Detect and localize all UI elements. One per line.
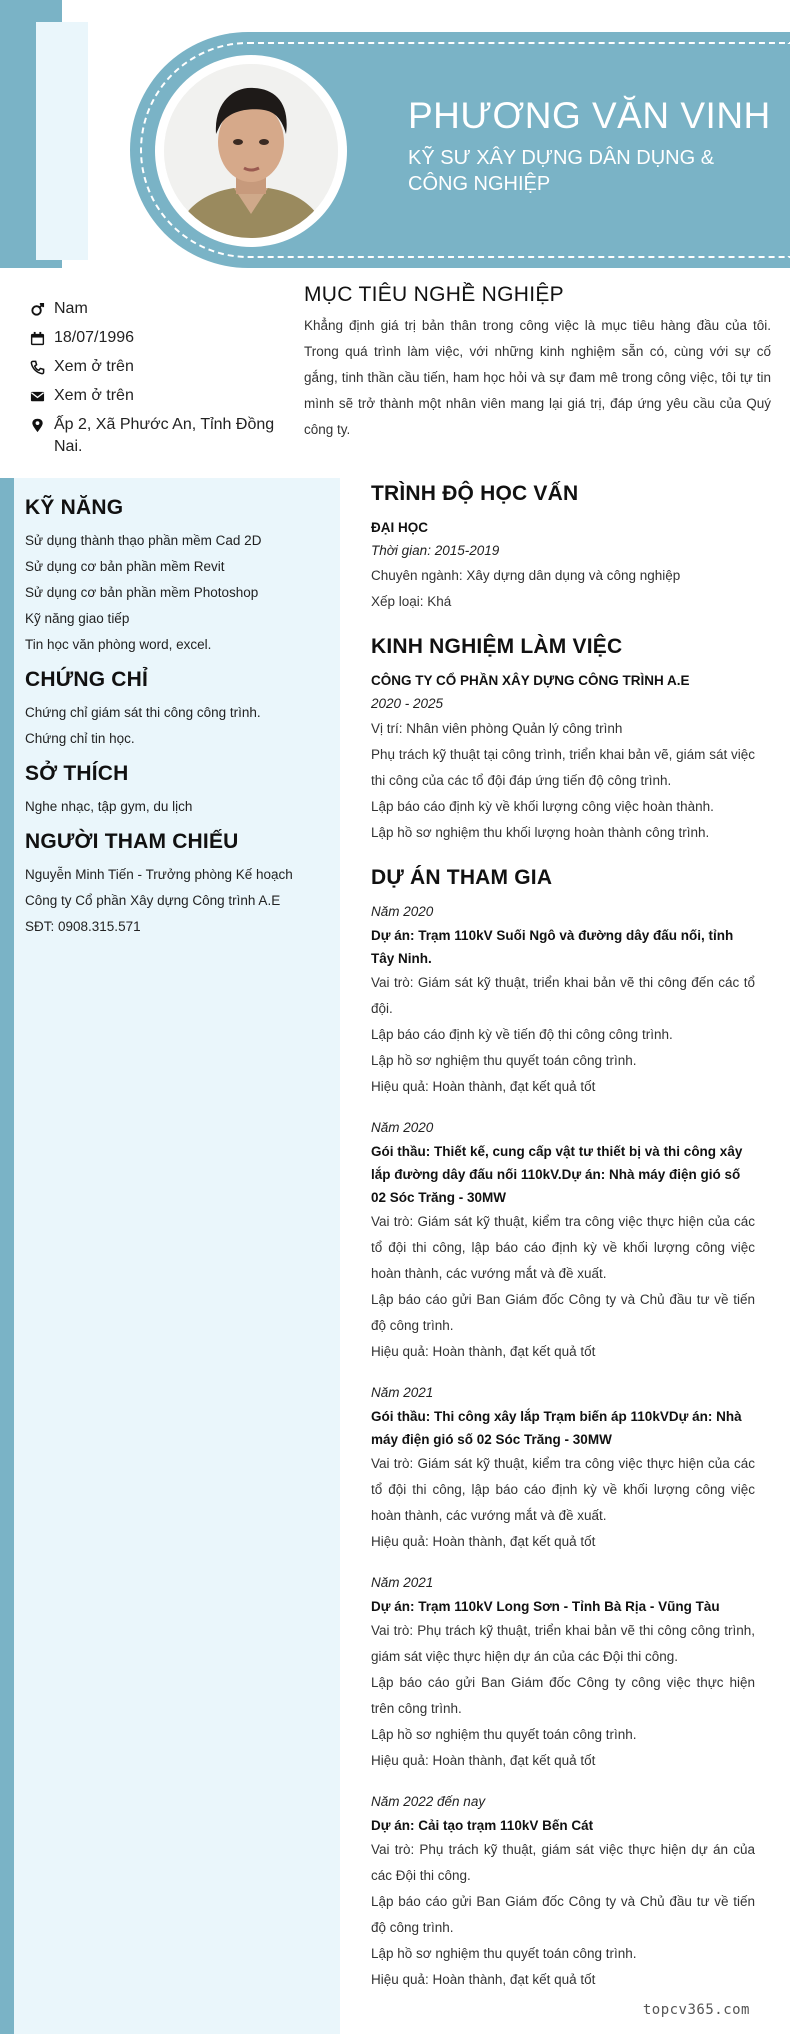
project-line: Vai trò: Phụ trách kỹ thuật, triển khai bản vẽ thi công công trình, giám sát việc thực hiện dự án của các Đội thi công. xyxy=(371,1623,755,1664)
references-section xyxy=(25,830,325,940)
project-line: Vai trò: Giám sát kỹ thuật, triển khai bản vẽ thi công đến các tổ đội. xyxy=(371,975,755,1016)
contact-info xyxy=(30,298,280,465)
reference-item: Công ty Cổ phần Xây dựng Công trình A.E xyxy=(25,893,281,908)
experience-section xyxy=(371,635,755,846)
project-item xyxy=(371,1381,755,1555)
contact-address-text: Ấp 2, Xã Phước An, Tỉnh Đồng Nai. xyxy=(54,416,275,455)
experience-company: CÔNG TY CỔ PHẦN XÂY DỰNG CÔNG TRÌNH A.E xyxy=(371,673,690,688)
contact-phone-text: Xem ở trên xyxy=(54,358,134,375)
sidebar-accent-bar xyxy=(0,478,14,2034)
project-line: Vai trò: Phụ trách kỹ thuật, giám sát việc thực hiện dự án của các Đội thi công. xyxy=(371,1842,755,1883)
project-item xyxy=(371,1571,755,1774)
calendar-icon xyxy=(30,327,54,349)
experience-line: Vị trí: Nhân viên phòng Quản lý công trình xyxy=(371,721,623,736)
project-name: Gói thầu: Thi công xây lắp Trạm biến áp 110kVDự án: Nhà máy điện gió số 02 Sóc Trăng - 30MW xyxy=(371,1409,742,1447)
objective-text: Khẳng định giá trị bản thân trong công việc là mục tiêu hàng đầu của tôi. Trong quá trình làm việc, với những kinh nghiệm sẵn có, cùng với sự cố gắng, tinh thần cầu tiến, ham học hỏi và sự đam mê trong công việc, tôi tự tin mình sẽ trở thành một nhân viên mang lại giá trị, đáp ứng yêu cầu của Quý công ty. xyxy=(304,318,771,437)
reference-item: SĐT: 0908.315.571 xyxy=(25,919,141,934)
location-pin-icon xyxy=(30,414,54,436)
project-line: Hiệu quả: Hoàn thành, đạt kết quả tốt xyxy=(371,1753,596,1768)
objective-title: MỤC TIÊU NGHỀ NGHIỆP xyxy=(304,283,564,306)
sidebar-content xyxy=(25,496,325,950)
experience-line: Lập báo cáo định kỳ về khối lượng công việc hoàn thành. xyxy=(371,799,714,814)
contact-email-text: Xem ở trên xyxy=(54,387,134,404)
skill-item: Sử dụng cơ bản phần mềm Revit xyxy=(25,559,225,574)
portrait-image xyxy=(164,64,338,238)
project-line: Lập hồ sơ nghiệm thu quyết toán công trình. xyxy=(371,1946,637,1961)
education-school: ĐẠI HỌC xyxy=(371,520,428,535)
project-line: Hiệu quả: Hoàn thành, đạt kết quả tốt xyxy=(371,1972,596,1987)
experience-title: KINH NGHIỆM LÀM VIỆC xyxy=(371,635,623,658)
skills-section xyxy=(25,496,325,658)
hobbies-section xyxy=(25,762,325,820)
projects-title: DỰ ÁN THAM GIA xyxy=(371,866,553,889)
project-line: Vai trò: Giám sát kỹ thuật, kiểm tra công việc thực hiện của các tổ đội thi công, lập báo cáo định kỳ về khối lượng công việc hoàn thành, các vướng mắt và đề xuất. xyxy=(371,1456,755,1523)
project-year: Năm 2021 xyxy=(371,1575,434,1590)
candidate-name: PHƯƠNG VĂN VINH xyxy=(408,95,771,136)
education-major: Chuyên ngành: Xây dựng dân dụng và công nghiệp xyxy=(371,568,681,583)
skill-item: Tin học văn phòng word, excel. xyxy=(25,637,212,652)
project-line: Hiệu quả: Hoàn thành, đạt kết quả tốt xyxy=(371,1344,596,1359)
project-year: Năm 2020 xyxy=(371,904,434,919)
project-item xyxy=(371,900,755,1100)
skill-item: Sử dụng thành thạo phần mềm Cad 2D xyxy=(25,533,262,548)
experience-period: 2020 - 2025 xyxy=(371,696,444,711)
contact-phone[interactable] xyxy=(30,356,280,378)
skill-item: Sử dụng cơ bản phần mềm Photoshop xyxy=(25,585,259,600)
references-title: NGƯỜI THAM CHIẾU xyxy=(25,830,239,853)
certificate-item: Chứng chỉ tin học. xyxy=(25,731,135,746)
project-name: Dự án: Trạm 110kV Suối Ngô và đường dây đấu nối, tỉnh Tây Ninh. xyxy=(371,928,734,966)
certificates-section xyxy=(25,668,325,752)
project-line: Lập báo cáo gửi Ban Giám đốc Công ty công việc thực hiện trên công trình. xyxy=(371,1675,755,1716)
main-content xyxy=(371,478,755,2013)
project-item xyxy=(371,1790,755,1993)
experience-line: Lập hồ sơ nghiệm thu khối lượng hoàn thành công trình. xyxy=(371,825,710,840)
project-line: Vai trò: Giám sát kỹ thuật, kiểm tra công việc thực hiện của các tổ đội thi công, lập báo cáo định kỳ về khối lượng công việc hoàn thành, các vướng mắt và đề xuất. xyxy=(371,1214,755,1281)
project-line: Lập báo cáo gửi Ban Giám đốc Công ty và Chủ đầu tư về tiến độ công trình. xyxy=(371,1292,755,1333)
header-left-card xyxy=(36,22,88,260)
career-objective xyxy=(304,283,771,443)
education-section xyxy=(371,482,755,615)
project-line: Lập hồ sơ nghiệm thu quyết toán công trình. xyxy=(371,1727,637,1742)
contact-gender-text: Nam xyxy=(54,300,88,317)
project-item xyxy=(371,1116,755,1365)
job-title: KỸ SƯ XÂY DỰNG DÂN DỤNG & CÔNG NGHIỆP xyxy=(408,147,715,195)
experience-line: Phụ trách kỹ thuật tại công trình, triển khai bản vẽ, giám sát việc thi công của các tổ đội đáp ứng tiến độ công trình. xyxy=(371,747,755,788)
contact-birthday-text: 18/07/1996 xyxy=(54,329,135,346)
certificate-item: Chứng chỉ giám sát thi công công trình. xyxy=(25,705,261,720)
project-year: Năm 2022 đến nay xyxy=(371,1794,486,1809)
gender-icon xyxy=(30,298,54,320)
avatar xyxy=(164,64,338,238)
project-name: Gói thầu: Thiết kế, cung cấp vật tư thiết bị và thi công xây lắp đường dây đấu nối 110kV.Dự án: Nhà máy điện gió số 02 Sóc Trăng - 30MW xyxy=(371,1144,743,1205)
skill-item: Kỹ năng giao tiếp xyxy=(25,611,130,626)
project-name: Dự án: Trạm 110kV Long Sơn - Tỉnh Bà Rịa - Vũng Tàu xyxy=(371,1599,720,1614)
certificates-title: CHỨNG CHỈ xyxy=(25,668,149,691)
education-title: TRÌNH ĐỘ HỌC VẤN xyxy=(371,482,579,505)
skills-title: KỸ NĂNG xyxy=(25,496,124,519)
project-line: Hiệu quả: Hoàn thành, đạt kết quả tốt xyxy=(371,1534,596,1549)
reference-item: Nguyễn Minh Tiến - Trưởng phòng Kế hoạch xyxy=(25,867,293,882)
project-year: Năm 2021 xyxy=(371,1385,434,1400)
watermark: topcv365.com xyxy=(642,2002,750,2018)
project-name: Dự án: Cải tạo trạm 110kV Bến Cát xyxy=(371,1818,594,1833)
project-line: Lập báo cáo định kỳ về tiến độ thi công công trình. xyxy=(371,1027,673,1042)
phone-icon xyxy=(30,356,54,378)
project-line: Lập hồ sơ nghiệm thu quyết toán công trình. xyxy=(371,1053,637,1068)
contact-email[interactable] xyxy=(30,385,280,407)
hobbies-title: SỞ THÍCH xyxy=(25,762,129,785)
education-time: Thời gian: 2015-2019 xyxy=(371,543,500,558)
projects-section xyxy=(371,866,755,1993)
project-year: Năm 2020 xyxy=(371,1120,434,1135)
envelope-icon xyxy=(30,385,54,407)
hobby-item: Nghe nhạc, tập gym, du lịch xyxy=(25,799,193,814)
project-line: Hiệu quả: Hoàn thành, đạt kết quả tốt xyxy=(371,1079,596,1094)
education-rank: Xếp loại: Khá xyxy=(371,594,452,609)
contact-birthday xyxy=(30,327,280,349)
contact-address xyxy=(30,414,280,458)
project-line: Lập báo cáo gửi Ban Giám đốc Công ty và Chủ đầu tư về tiến độ công trình. xyxy=(371,1894,755,1935)
contact-gender xyxy=(30,298,280,320)
